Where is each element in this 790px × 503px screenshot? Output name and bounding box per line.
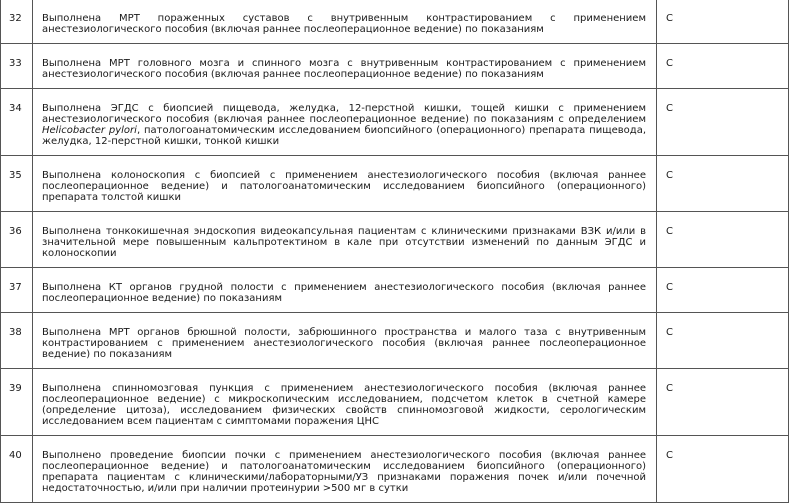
- criterion-text-content: Выполнена МРТ пораженных суставов с внутривенным контрастированием с применением анестезиологического пособия (включая раннее послеоперационное ведение) по показаниям: [42, 13, 646, 35]
- evidence-grade: С: [657, 156, 789, 212]
- criterion-text: [33, 313, 657, 369]
- row-number: 35: [1, 156, 33, 212]
- table-row: [1, 44, 789, 89]
- evidence-grade: С: [657, 369, 789, 436]
- criterion-text: [33, 0, 657, 44]
- criterion-text-content: Выполнена колоноскопия с биопсией с применением анестезиологического пособия (включая раннее послеоперационное ведение) и патологоанатомическим исследованием биопсийного (операционного) препарата толстой кишки: [42, 170, 646, 203]
- criterion-text-content: Выполнена спинномозговая пункция с применением анестезиологического пособия (включая раннее послеоперационное ведение) с микроскопическим исследованием, подсчетом клеток в счетной камере (определение цитоза), исследованием физических свойств спинномозговой жидкости, серологическим исследованием всем пациентам с симптомами поражения ЦНС: [42, 383, 646, 427]
- row-number: 32: [1, 0, 33, 44]
- criterion-text: [33, 436, 657, 503]
- criterion-text-content: Выполнена МРТ органов брюшной полости, забрюшинного пространства и малого таза с внутривенным контрастированием с применением анестезиологического пособия (включая раннее послеоперационное ведение) по показаниям: [42, 327, 646, 360]
- criterion-text: [33, 156, 657, 212]
- criterion-text-content: Выполнена КТ органов грудной полости с применением анестезиологического пособия (включая раннее послеоперационное ведение) по показаниям: [42, 282, 646, 304]
- criterion-text: [33, 89, 657, 156]
- table-row: [1, 156, 789, 212]
- row-number: 36: [1, 212, 33, 268]
- evidence-grade: С: [657, 89, 789, 156]
- row-number: 39: [1, 369, 33, 436]
- table-row: [1, 369, 789, 436]
- table-row: [1, 313, 789, 369]
- evidence-grade: С: [657, 0, 789, 44]
- evidence-grade: С: [657, 313, 789, 369]
- evidence-grade: С: [657, 44, 789, 89]
- row-number: 34: [1, 89, 33, 156]
- evidence-grade: С: [657, 268, 789, 313]
- row-number: 40: [1, 436, 33, 503]
- row-number: 37: [1, 268, 33, 313]
- table-row: [1, 89, 789, 156]
- criterion-text-content: Выполнена МРТ головного мозга и спинного мозга с внутривенным контрастированием с применением анестезиологического пособия (включая раннее послеоперационное ведение) по показаниям: [42, 58, 646, 80]
- table-row: [1, 268, 789, 313]
- table-row: [1, 0, 789, 44]
- criterion-text-italic: Helicobacter pylori: [42, 125, 137, 136]
- table-row: [1, 212, 789, 268]
- criterion-text-content: Выполнена тонкокишечная эндоскопия видеокапсульная пациентам с клиническими признаками ВЗК и/или в значительной мере повышенным кальпротектином в кале при отсутствии изменений по данным ЭГДС и колоноскопии: [42, 226, 646, 259]
- evidence-grade: С: [657, 212, 789, 268]
- criterion-text: [33, 44, 657, 89]
- criterion-text-part: Выполнена ЭГДС с биопсией пищевода, желудка, 12-перстной кишки, тощей кишки с применением анестезиологического пособия (включая раннее послеоперационное ведение) по показаниям с определением: [42, 103, 646, 125]
- criterion-text: [33, 268, 657, 313]
- criterion-text-part: , патологоанатомическим исследованием биопсийного (операционного) препарата пищевода, желудка, 12-перстной кишки, тонкой кишки: [42, 125, 647, 147]
- criterion-text: [33, 369, 657, 436]
- table-row: [1, 436, 789, 503]
- criterion-text: [33, 212, 657, 268]
- criterion-text-content: Выполнено проведение биопсии почки с применением анестезиологического пособия (включая раннее послеоперационное ведение) и патологоанатомическим исследованием биопсийного (операционного) препарата пациентам с клиническими/лабораторными/УЗ признаками поражения почек и/или почечной недостаточностью, и/или при наличии протеинурии >500 мг в сутки: [42, 450, 646, 494]
- evidence-grade: С: [657, 436, 789, 503]
- row-number: 33: [1, 44, 33, 89]
- row-number: 38: [1, 313, 33, 369]
